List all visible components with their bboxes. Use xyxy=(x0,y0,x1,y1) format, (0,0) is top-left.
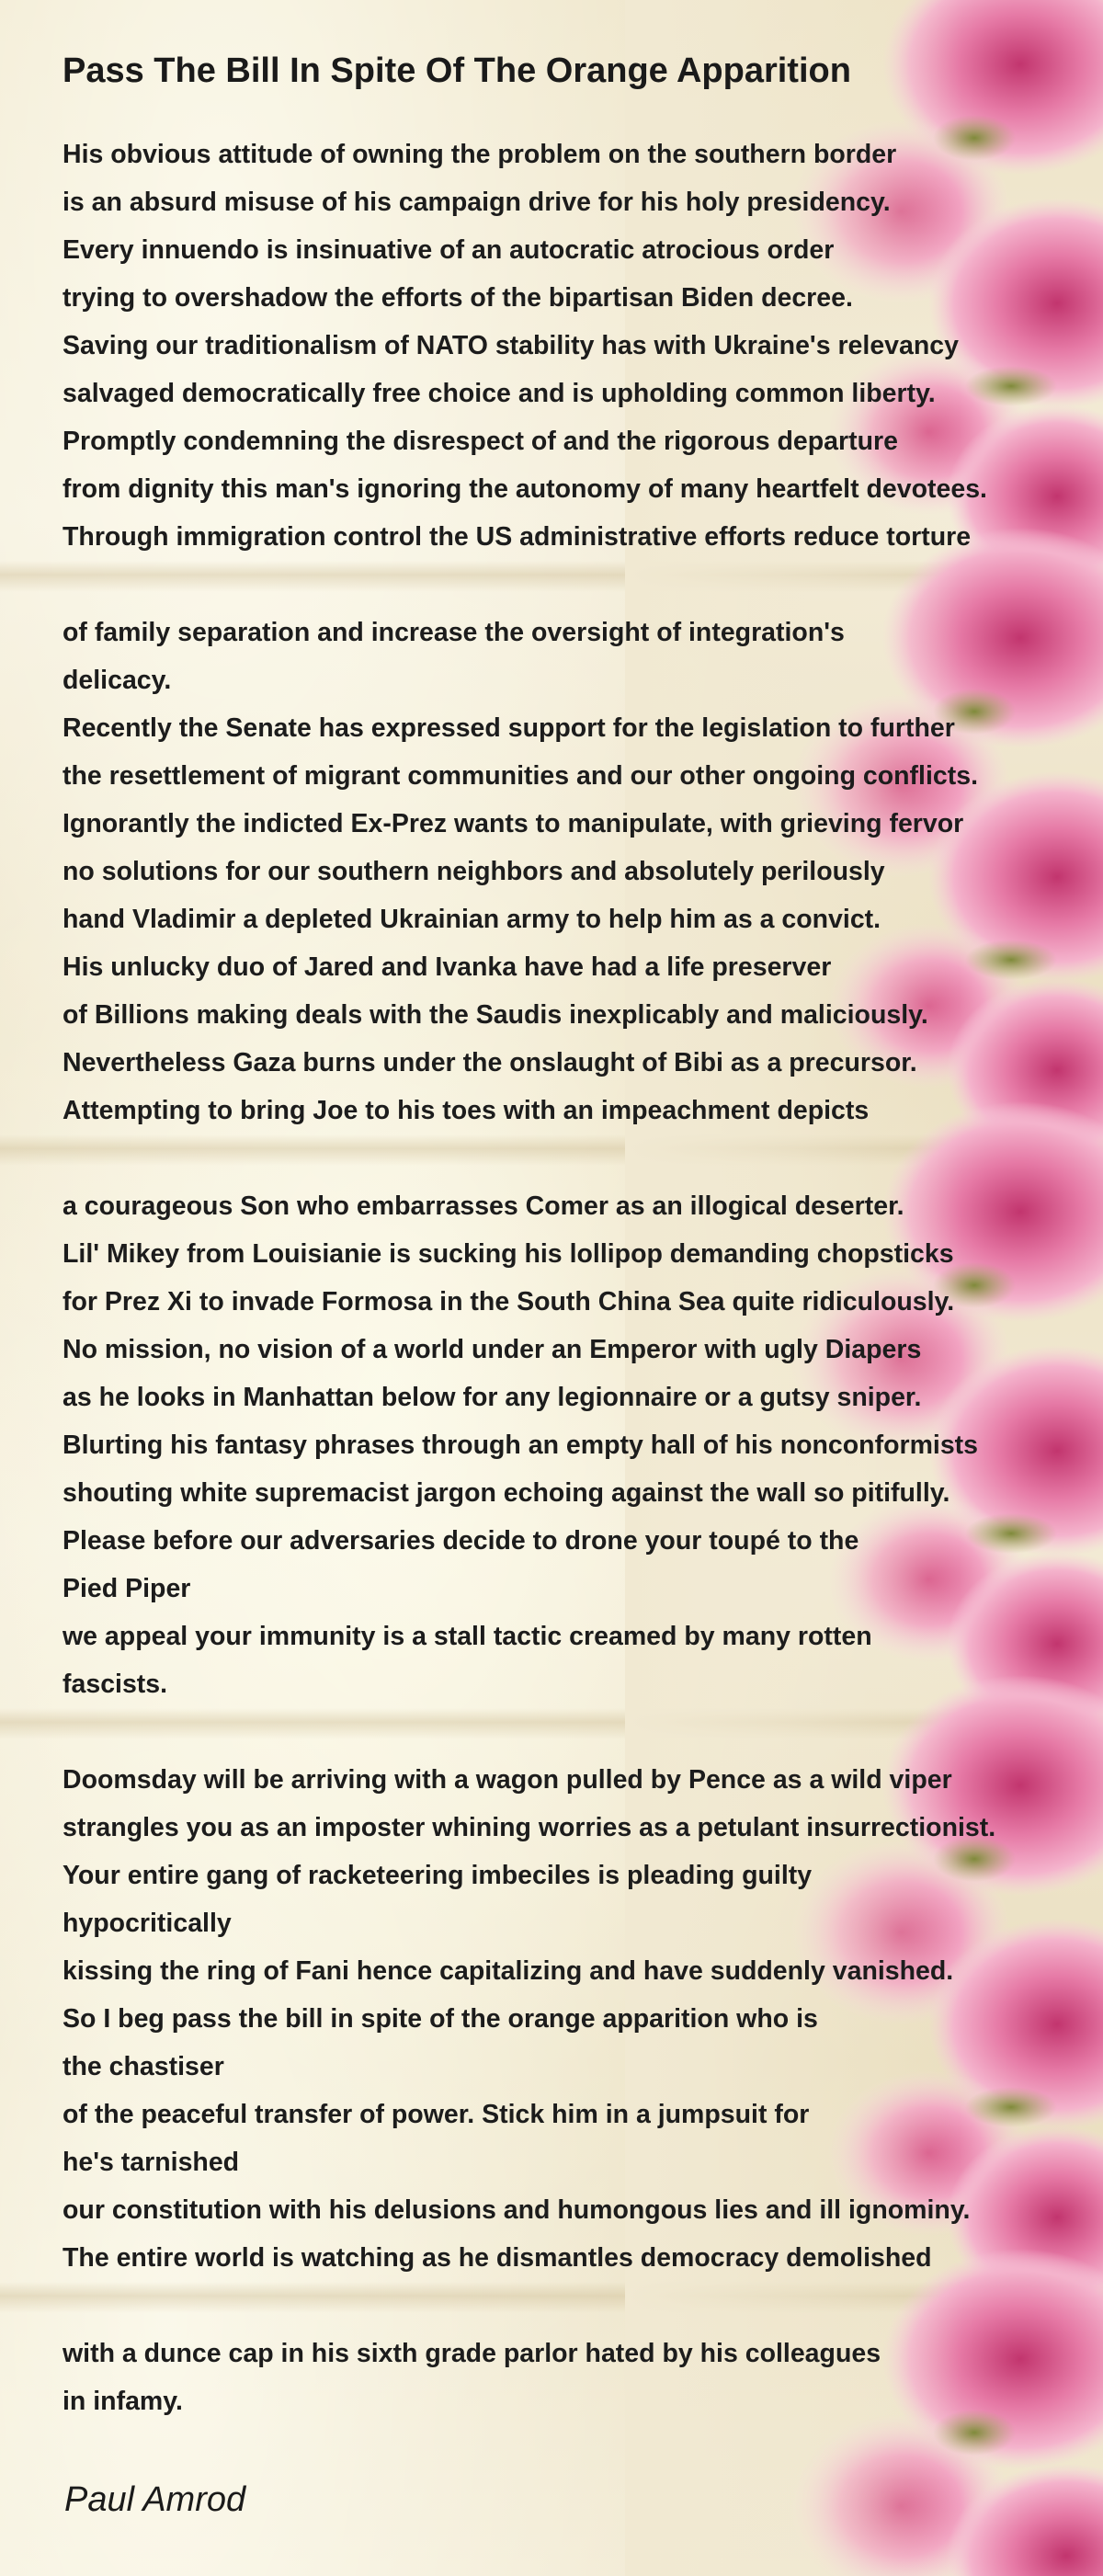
poem-line: Blurting his fantasy phrases through an empty hall of his nonconformists xyxy=(63,1430,979,1460)
poem-line: of the peaceful transfer of power. Stick him in a jumpsuit for xyxy=(63,2100,810,2129)
poem-line: His obvious attitude of owning the problem on the southern border xyxy=(63,140,897,169)
poem-line: Through immigration control the US administrative efforts reduce torture xyxy=(63,522,972,552)
stanza xyxy=(63,1756,1101,2282)
poem-line: His unlucky duo of Jared and Ivanka have had a life preserver xyxy=(63,952,832,982)
poem-line: for Prez Xi to invade Formosa in the South China Sea quite ridiculously. xyxy=(63,1287,955,1316)
poem-line: Your entire gang of racketeering imbeciles is pleading guilty xyxy=(63,1861,813,1890)
poem-line: no solutions for our southern neighbors and absolutely perilously xyxy=(63,857,885,886)
stanza-gap xyxy=(63,561,1101,609)
poem-line: trying to overshadow the efforts of the bipartisan Biden decree. xyxy=(63,283,853,313)
poem-line: Lil' Mikey from Louisianie is sucking his lollipop demanding chopsticks xyxy=(63,1239,954,1269)
poem-line: fascists. xyxy=(63,1670,168,1699)
poem-line: is an absurd misuse of his campaign drive for his holy presidency. xyxy=(63,188,891,217)
poem-line: Promptly condemning the disrespect of and the rigorous departure xyxy=(63,427,898,456)
poem-line: Pied Piper xyxy=(63,1574,191,1603)
poem-line: Every innuendo is insinuative of an autocratic atrocious order xyxy=(63,235,835,265)
poem-line: from dignity this man's ignoring the autonomy of many heartfelt devotees. xyxy=(63,474,987,504)
poem-line: hand Vladimir a depleted Ukrainian army to help him as a convict. xyxy=(63,905,881,934)
poem-author: Paul Amrod xyxy=(64,2480,246,2519)
poem-line: kissing the ring of Fani hence capitalizing and have suddenly vanished. xyxy=(63,1956,954,1986)
poem-line: of family separation and increase the oversight of integration's xyxy=(63,618,845,647)
poem-line: Recently the Senate has expressed support for the legislation to further xyxy=(63,713,955,743)
poem-line: Please before our adversaries decide to drone your toupé to the xyxy=(63,1526,859,1556)
stanza xyxy=(63,1182,1101,1708)
poem-line: No mission, no vision of a world under an Emperor with ugly Diapers xyxy=(63,1335,922,1364)
poem-line: with a dunce cap in his sixth grade parlor hated by his colleagues xyxy=(63,2339,881,2368)
poem-line: The entire world is watching as he dismantles democracy demolished xyxy=(63,2243,932,2273)
poem-line: Attempting to bring Joe to his toes with an impeachment depicts xyxy=(63,1096,870,1125)
poem-line: Ignorantly the indicted Ex-Prez wants to manipulate, with grieving fervor xyxy=(63,809,964,838)
poem-line: in infamy. xyxy=(63,2387,183,2416)
poem-line: he's tarnished xyxy=(63,2148,240,2177)
poem-line: hypocritically xyxy=(63,1909,232,1938)
poem-content xyxy=(63,48,1101,2425)
poem-line: delicacy. xyxy=(63,666,172,695)
poem-title: Pass The Bill In Spite Of The Orange Apparition xyxy=(63,51,851,90)
poem-line: strangles you as an imposter whining worries as a petulant insurrectionist. xyxy=(63,1813,996,1842)
poem-line: a courageous Son who embarrasses Comer as an illogical deserter. xyxy=(63,1191,904,1221)
stanza-gap xyxy=(63,1708,1101,1756)
poem-line: of Billions making deals with the Saudis inexplicably and maliciously. xyxy=(63,1000,928,1030)
poem-line: shouting white supremacist jargon echoing against the wall so pitifully. xyxy=(63,1478,950,1508)
stanza xyxy=(63,131,1101,561)
poem-line: Doomsday will be arriving with a wagon pulled by Pence as a wild viper xyxy=(63,1765,952,1795)
poem-line: the resettlement of migrant communities and our other ongoing conflicts. xyxy=(63,761,978,791)
stanza-gap xyxy=(63,2282,1101,2330)
poem-line: our constitution with his delusions and humongous lies and ill ignominy. xyxy=(63,2195,971,2225)
poem-body xyxy=(63,131,1101,2425)
poem-line: Nevertheless Gaza burns under the onslaught of Bibi as a precursor. xyxy=(63,1048,917,1077)
stanza-gap xyxy=(63,1134,1101,1182)
poem-line: we appeal your immunity is a stall tactic creamed by many rotten xyxy=(63,1622,872,1651)
poem-line: So I beg pass the bill in spite of the orange apparition who is xyxy=(63,2004,818,2034)
poem-line: as he looks in Manhattan below for any legionnaire or a gutsy sniper. xyxy=(63,1383,922,1412)
stanza xyxy=(63,609,1101,1134)
stanza xyxy=(63,2330,1101,2425)
poem-line: the chastiser xyxy=(63,2052,224,2081)
poem-line: Saving our traditionalism of NATO stability has with Ukraine's relevancy xyxy=(63,331,959,360)
poem-line: salvaged democratically free choice and is upholding common liberty. xyxy=(63,379,936,408)
